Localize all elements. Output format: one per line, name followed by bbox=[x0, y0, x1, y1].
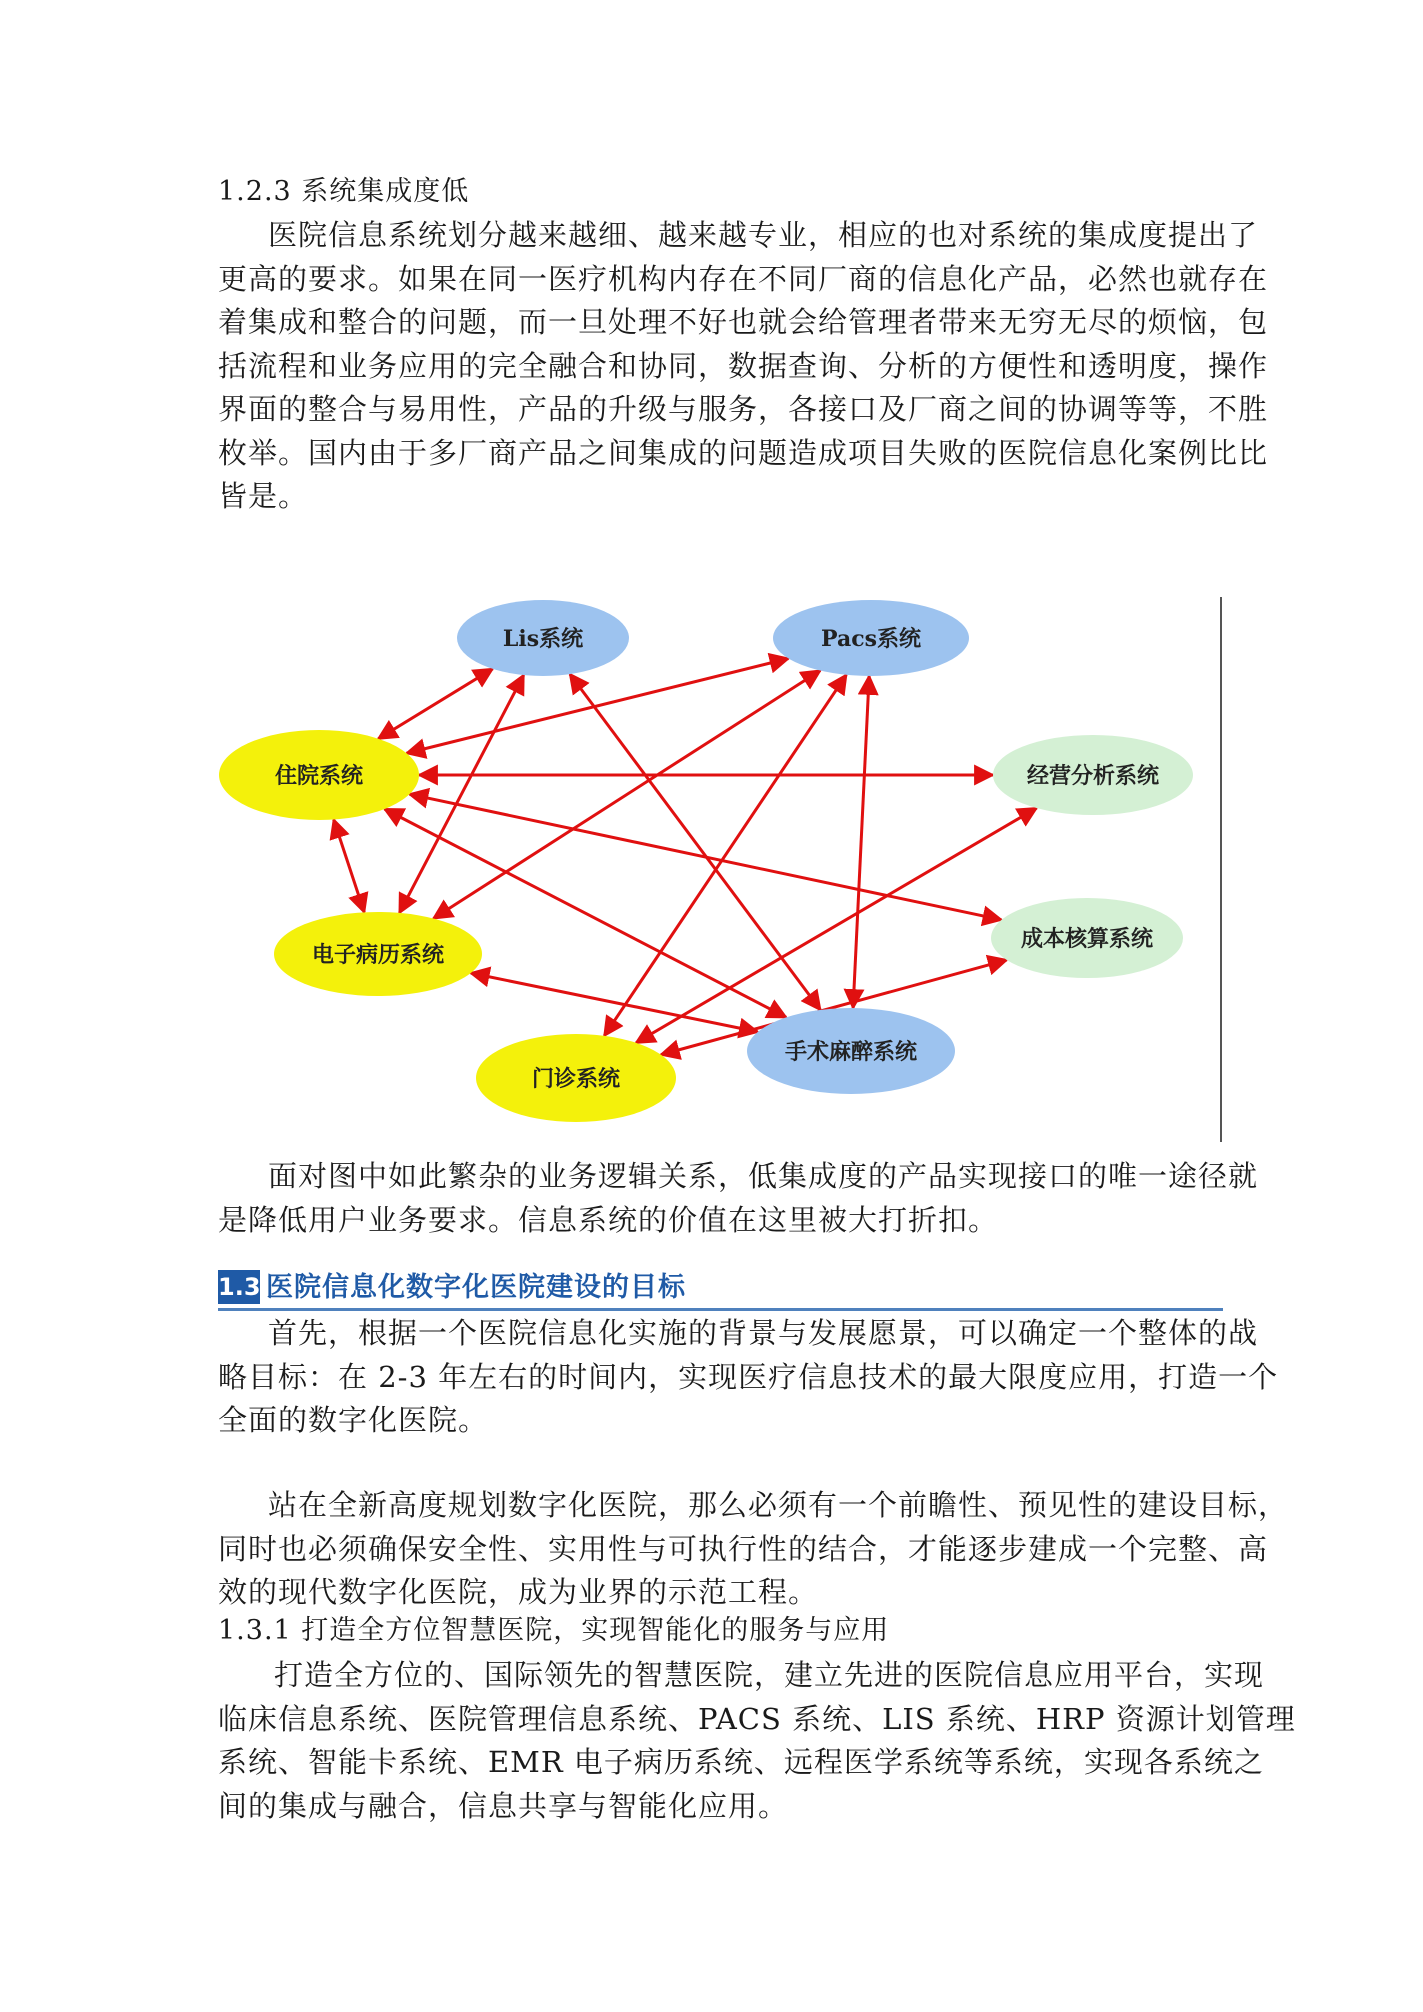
node-label: 住院系统 bbox=[274, 763, 364, 789]
paragraph-line: 括流程和业务应用的完全融合和协同，数据查询、分析的方便性和透明度，操作 bbox=[218, 348, 1269, 383]
section-1-2-3-heading: 1.2.3 系统集成度低 bbox=[218, 176, 470, 207]
bidirectional-arrow-zhuyuan-dianzi bbox=[334, 820, 365, 913]
system-integration-diagram bbox=[218, 597, 1223, 1142]
section-1-3-1-paragraph bbox=[218, 1654, 1296, 1828]
paragraph-line: 界面的整合与易用性，产品的升级与服务，各接口及厂商之间的协调等等，不胜 bbox=[218, 392, 1269, 426]
paragraph-line: 系统、智能卡系统、EMR 电子病历系统、远程医学系统等系统，实现各系统之 bbox=[218, 1745, 1264, 1779]
node-shoushu bbox=[747, 1008, 955, 1094]
node-label: 成本核算系统 bbox=[1020, 926, 1154, 952]
paragraph-line: 枚举。国内由于多厂商产品之间集成的问题造成项目失败的医院信息化案例比比 bbox=[218, 435, 1269, 470]
bidirectional-arrow-pacs-zhuyuan bbox=[407, 658, 789, 753]
paragraph-line: 同时也必须确保安全性、实用性与可执行性的结合，才能逐步建成一个完整、高 bbox=[218, 1531, 1269, 1566]
bidirectional-arrow-lis-dianzi bbox=[399, 675, 523, 913]
paragraph-line: 临床信息系统、医院管理信息系统、PACS 系统、LIS 系统、HRP 资源计划管理 bbox=[218, 1701, 1296, 1736]
bidirectional-arrow-menzhen-pacs bbox=[604, 675, 846, 1036]
node-label: 门诊系统 bbox=[531, 1066, 621, 1092]
diagram-canvas bbox=[218, 597, 1223, 1142]
section-title: 医院信息化数字化医院建设的目标 bbox=[266, 1272, 686, 1303]
bidirectional-arrow-zhuyuan-chengben bbox=[409, 794, 1001, 920]
diagram-caption-paragraph bbox=[218, 1155, 1259, 1242]
node-zhuyuan bbox=[219, 730, 419, 820]
bidirectional-arrow-pacs-dianzi bbox=[433, 671, 820, 919]
paragraph-line: 着集成和整合的问题，而一旦处理不好也就会给管理者带来无穷无尽的烦恼，包 bbox=[218, 305, 1269, 339]
node-label: 手术麻醉系统 bbox=[784, 1039, 918, 1065]
paragraph-line: 间的集成与融合，信息共享与智能化应用。 bbox=[218, 1788, 789, 1823]
section-1-3-paragraph-2 bbox=[218, 1484, 1289, 1615]
section-1-2-3-paragraph bbox=[218, 214, 1269, 519]
section-1-3-paragraph-1 bbox=[218, 1312, 1279, 1443]
node-label: Lis系统 bbox=[502, 626, 584, 652]
node-label: 经营分析系统 bbox=[1026, 763, 1160, 789]
node-chengben bbox=[991, 898, 1183, 978]
bidirectional-arrow-pacs-shoushu bbox=[853, 676, 869, 1008]
paragraph-line: 皆是。 bbox=[218, 479, 309, 513]
node-menzhen bbox=[476, 1034, 676, 1122]
section-1-3-heading bbox=[218, 1268, 1223, 1311]
node-label: Pacs系统 bbox=[821, 626, 921, 652]
paragraph-line: 是降低用户业务要求。信息系统的价值在这里被大打折扣。 bbox=[218, 1202, 999, 1237]
node-lis bbox=[457, 600, 629, 676]
paragraph-line: 全面的数字化医院。 bbox=[218, 1403, 489, 1437]
bidirectional-arrow-lis-zhuyuan bbox=[378, 669, 492, 739]
paragraph-line: 效的现代数字化医院，成为业界的示范工程。 bbox=[218, 1575, 819, 1609]
paragraph-line: 更高的要求。如果在同一医疗机构内存在不同厂商的信息化产品，必然也就存在 bbox=[218, 261, 1269, 296]
node-dianzi bbox=[274, 912, 482, 996]
paragraph-line: 首先，根据一个医院信息化实施的背景与发展愿景，可以确定一个整体的战 bbox=[268, 1316, 1259, 1350]
node-pacs bbox=[773, 600, 969, 676]
diagram-edges bbox=[334, 658, 1037, 1054]
node-label: 电子病历系统 bbox=[311, 942, 445, 968]
paragraph-line: 医院信息系统划分越来越细、越来越专业，相应的也对系统的集成度提出了 bbox=[268, 218, 1259, 252]
paragraph-line: 打造全方位的、国际领先的智慧医院，建立先进的医院信息应用平台，实现 bbox=[274, 1658, 1265, 1692]
paragraph-line: 面对图中如此繁杂的业务逻辑关系，低集成度的产品实现接口的唯一途径就 bbox=[268, 1159, 1259, 1193]
paragraph-line: 略目标：在 2-3 年左右的时间内，实现医疗信息技术的最大限度应用，打造一个 bbox=[218, 1359, 1279, 1394]
paragraph-line: 站在全新高度规划数字化医院，那么必须有一个前瞻性、预见性的建设目标， bbox=[268, 1488, 1289, 1522]
node-jingying bbox=[993, 735, 1193, 815]
bidirectional-arrow-lis-shoushu bbox=[570, 674, 820, 1010]
section-1-3-1-heading: 1.3.1 打造全方位智慧医院，实现智能化的服务与应用 bbox=[218, 1615, 890, 1646]
section-number-badge: 1.3 bbox=[218, 1270, 260, 1304]
